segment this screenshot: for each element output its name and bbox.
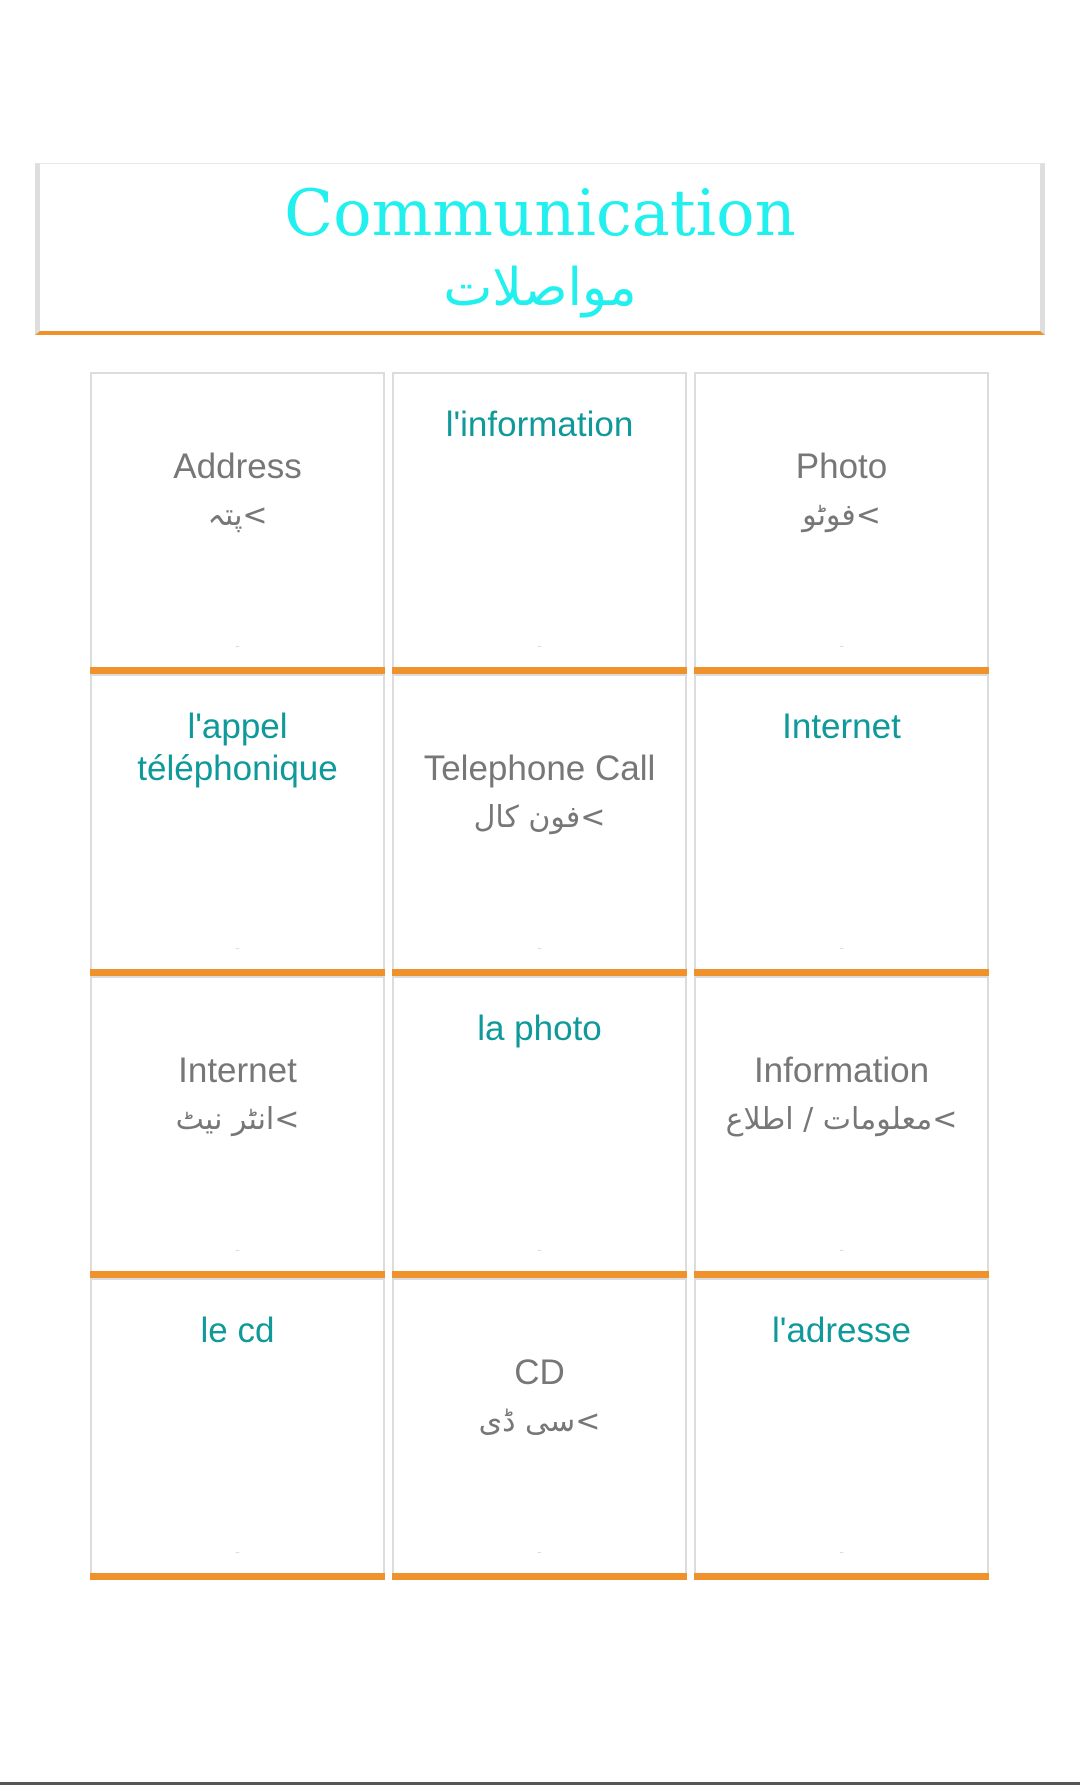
card-mark: - [537,637,542,653]
card-word: CD [514,1353,565,1392]
card-information[interactable] [694,976,989,1278]
card-address[interactable] [90,372,385,674]
card-word: Internet [782,707,901,746]
card-la-photo[interactable] [392,976,687,1278]
card-mark: - [839,1543,844,1559]
card-translation: >فوٹو [802,498,881,533]
card-internet-fr[interactable] [694,674,989,976]
card-translation: >معلومات / اطلاع [725,1102,958,1137]
card-word: Photo [795,447,888,486]
card-word: l'appel téléphonique [137,707,338,788]
card-word: la photo [477,1009,602,1048]
card-telephone-call[interactable] [392,674,687,976]
card-word: le cd [200,1311,275,1350]
card-word: Internet [178,1051,297,1090]
card-mark: - [235,637,240,653]
card-cd[interactable] [392,1278,687,1580]
topic-header [35,163,1045,335]
card-mark: - [839,939,844,955]
card-word: Telephone Call [423,749,656,788]
card-translation: >انٹر نیٹ [175,1102,300,1137]
card-l-appel-telephonique[interactable] [90,674,385,976]
card-le-cd[interactable] [90,1278,385,1580]
card-translation: >فون کال [473,800,606,835]
topic-title: Communication [284,177,796,251]
card-word: l'information [445,405,634,444]
card-translation: >پتہ [207,498,268,533]
card-mark: - [537,1543,542,1559]
card-internet[interactable] [90,976,385,1278]
card-photo[interactable] [694,372,989,674]
card-mark: - [839,637,844,653]
card-mark: - [537,939,542,955]
card-mark: - [235,1241,240,1257]
card-l-information[interactable] [392,372,687,674]
card-l-adresse[interactable] [694,1278,989,1580]
card-mark: - [235,939,240,955]
card-word: l'adresse [772,1311,911,1350]
card-mark: - [235,1543,240,1559]
topic-subtitle-urdu: مواصلات [443,258,637,318]
card-word: Information [753,1051,930,1090]
card-mark: - [537,1241,542,1257]
card-word: Address [173,447,302,486]
card-mark: - [839,1241,844,1257]
memory-card-grid [90,372,990,1580]
card-translation: >سی ڈی [478,1404,601,1439]
